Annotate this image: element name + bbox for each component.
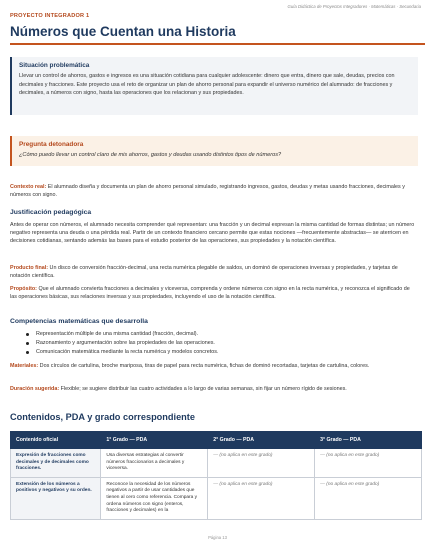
table-row [11,477,422,519]
proposito-text: Que el alumnado convierta fracciones a decimales y viceversa, comprenda y ordene números con signo en la recta numérica, y reconozca el significado de las operaciones básicas, sus relaciones inversas y sus propiedades, incluyendo el uso de la notación científica. [10,286,410,301]
materiales-text: Dos círculos de cartulina, broche mariposa, tiras de papel para recta numérica, fichas de dominó recortadas, tarjetas de cartulina, colores. [39,363,370,369]
table-cell: Usa diversas estrategias al convertir números fraccionarios a decimales y viceversa. [101,449,208,478]
title-divider [10,43,425,45]
contexto-paragraph [10,183,418,199]
section-title: Contenidos, PDA y grado correspondiente [10,412,195,422]
situacion-heading: Situación problemática [19,62,90,69]
table-header-row [11,432,422,449]
header-contenido: Contenido oficial [11,432,101,449]
justificacion-heading: Justificación pedagógica [10,209,92,216]
materiales-paragraph [10,362,418,370]
table-cell: — (no aplica en este grado) [315,477,422,519]
duracion-paragraph [10,385,418,393]
justificacion-text: Antes de operar con números, el alumnado necesita comprender qué representan: una fracción y un decimal expresan la misma cantidad de formas distintas; un número negativo representa una deuda o una pérdida real. Partir de un contexto financiero cercano permite que estas nociones —frecuentemente abstractas— se aterricen en decisiones cotidianas, sentando además las bases para el estudio posterior de las operaciones, sus propiedades y la notación científica. [10,222,415,245]
pregunta-box [10,136,418,166]
proposito-label: Propósito: [10,286,37,292]
table-cell: — (no aplica en este grado) [208,477,315,519]
page-title: Números que Cuentan una Historia [10,24,236,39]
list-item: Comunicación matemática mediante la recta numérica y modelos concretos. [10,348,418,357]
page-number: Página 13 [208,535,227,540]
contexto-text: El alumnado diseña y documenta un plan de ahorro personal simulado, registrando ingresos, gastos, deudas y metas usando fracciones, decimales y números con signo. [10,184,405,199]
producto-text: Un disco de conversión fracción-decimal, una recta numérica plegable de saldos, un dominó de operaciones inversas y propiedades, y tarjetas de notación científica. [10,265,398,280]
table-row [11,449,422,478]
competencias-heading: Competencias matemáticas que desarrolla [10,318,148,325]
header-grado-1: 1° Grado — PDA [101,432,208,449]
project-kicker: PROYECTO INTEGRADOR 1 [10,13,90,19]
pregunta-heading: Pregunta detonadora [19,141,84,148]
situacion-box [10,57,418,115]
table-cell: — (no aplica en este grado) [315,449,422,478]
duracion-label: Duración sugerida: [10,386,60,392]
pregunta-text: ¿Cómo puedo llevar un control claro de mis ahorros, gastos y deudas usando distintos tipos de números? [19,152,282,158]
running-header: Guía Didáctica de Proyectos Integradores · Matemáticas · Secundaria [287,4,421,9]
table-cell: — (no aplica en este grado) [208,449,315,478]
list-item: Razonamiento y argumentación sobre las propiedades de las operaciones. [10,339,418,348]
table-cell: Expresión de fracciones como decimales y de decimales como fracciones. [11,449,101,478]
contenidos-table [10,431,422,520]
materiales-label: Materiales: [10,363,39,369]
producto-paragraph [10,264,418,280]
competencias-list [10,330,418,357]
proposito-paragraph [10,285,418,301]
duracion-text: Flexible; se sugiere distribuir las cuatro actividades a lo largo de varias semanas, sin fijar un número rígido de sesiones. [60,386,347,392]
contexto-label: Contexto real: [10,184,47,190]
situacion-text: Llevar un control de ahorros, gastos e ingresos es una situación cotidiana para cualquier adolescente: dinero que entra, dinero que sale, deudas, precios con decimales y fracciones. Este proyecto usa el reto de organizar un plan de ahorro personal para expandir el universo numérico del alumnado: de fracciones y decimales, a números con signo, hasta las operaciones que los relacionan y sus propiedades. [19,73,395,97]
header-grado-2: 2° Grado — PDA [208,432,315,449]
table-cell: Reconoce la necesidad de los números negativos a partir de usar cantidades que tienen al cero como referencia. Compara y ordena números con signo (enteros, fracciones y decimales) en la [101,477,208,519]
table-cell: Extensión de los números a positivos y negativos y su orden. [11,477,101,519]
producto-label: Producto final: [10,265,49,271]
list-item: Representación múltiple de una misma cantidad (fracción, decimal). [10,330,418,339]
header-grado-3: 3° Grado — PDA [315,432,422,449]
